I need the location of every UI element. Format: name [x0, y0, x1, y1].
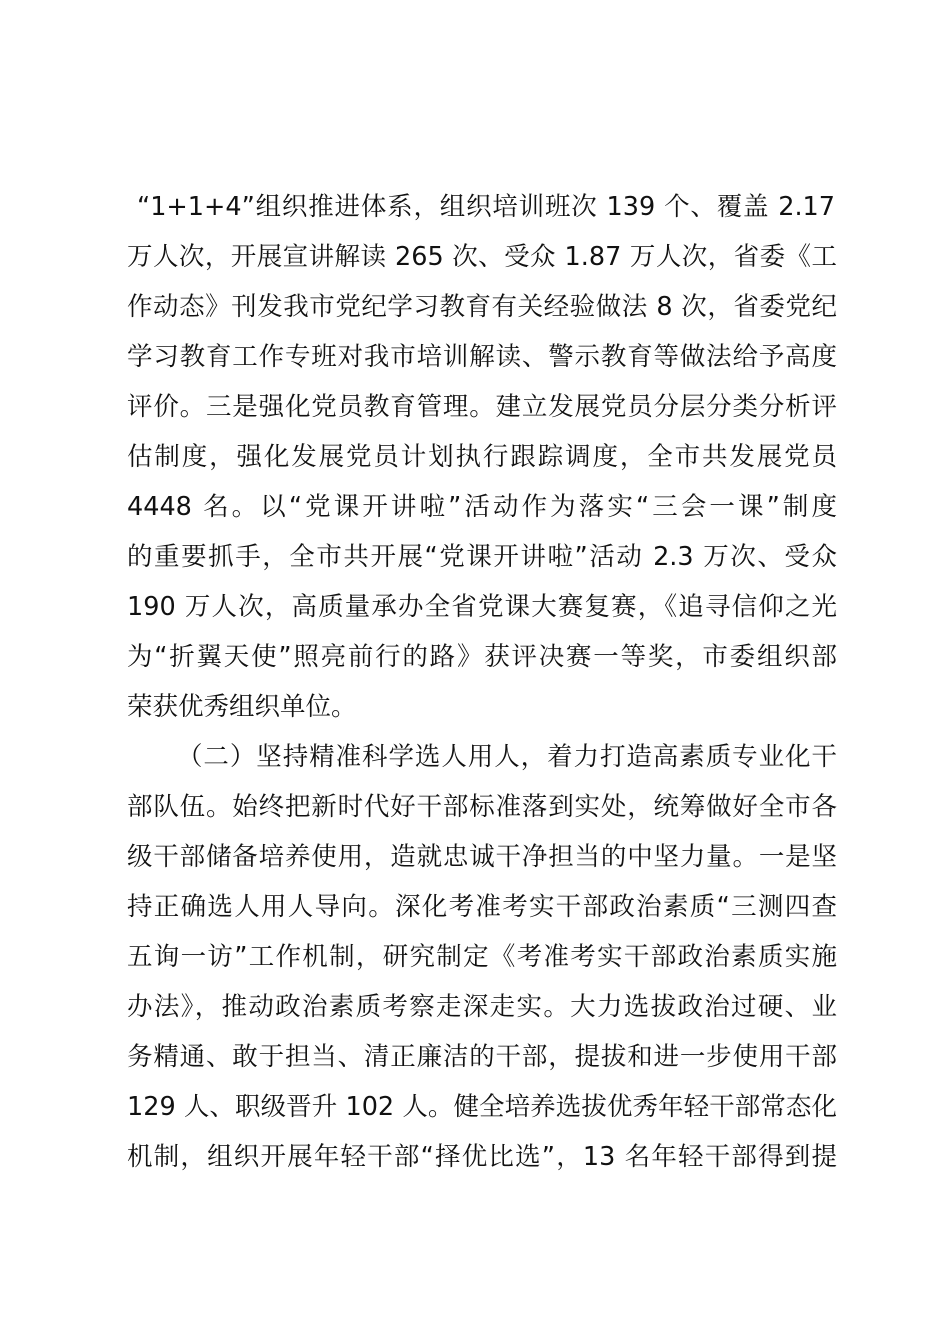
body-text-line: 190 万人次，高质量承办全省党课大赛复赛，《追寻信仰之光 — [127, 592, 837, 622]
body-text-line: 务精通、敢于担当、清正廉洁的干部，提拔和进一步使用干部 — [127, 1042, 837, 1072]
body-text-line: 荣获优秀组织单位。 — [127, 692, 357, 722]
body-text-line: 4448 名。以“党课开讲啦”活动作为落实“三会一课”制度 — [127, 492, 837, 522]
body-text-line: 的重要抓手，全市共开展“党课开讲啦”活动 2.3 万次、受众 — [127, 542, 837, 572]
body-text-line: 估制度，强化发展党员计划执行跟踪调度，全市共发展党员 — [127, 442, 837, 472]
body-text-line: 部队伍。始终把新时代好干部标准落到实处，统筹做好全市各 — [127, 792, 837, 822]
body-text-line: 持正确选人用人导向。深化考准考实干部政治素质“三测四查 — [127, 892, 837, 922]
body-text-line: 129 人、职级晋升 102 人。健全培养选拔优秀年轻干部常态化 — [127, 1092, 837, 1122]
body-text-line: 万人次，开展宣讲解读 265 次、受众 1.87 万人次，省委《工 — [127, 242, 837, 272]
body-text-line: “1+1+4”组织推进体系，组织培训班次 139 个、覆盖 2.17 — [137, 192, 835, 222]
body-text-line: 为“折翼天使”照亮前行的路》获评决赛一等奖，市委组织部 — [127, 642, 837, 672]
body-text-line: 办法》，推动政治素质考察走深走实。大力选拔政治过硬、业 — [127, 992, 837, 1022]
body-text-line: 机制，组织开展年轻干部“择优比选”，13 名年轻干部得到提 — [127, 1142, 837, 1172]
body-text-line: 学习教育工作专班对我市培训解读、警示教育等做法给予高度 — [127, 342, 837, 372]
body-text-line: 作动态》刊发我市党纪学习教育有关经验做法 8 次，省委党纪 — [127, 292, 837, 322]
body-text-line: 评价。三是强化党员教育管理。建立发展党员分层分类分析评 — [127, 392, 837, 422]
section-heading-line: （二）坚持精准科学选人用人，着力打造高素质专业化干 — [177, 742, 837, 772]
body-text-line: 级干部储备培养使用，造就忠诚干净担当的中坚力量。一是坚 — [127, 842, 837, 872]
body-text-line: 五询一访”工作机制，研究制定《考准考实干部政治素质实施 — [127, 942, 837, 972]
